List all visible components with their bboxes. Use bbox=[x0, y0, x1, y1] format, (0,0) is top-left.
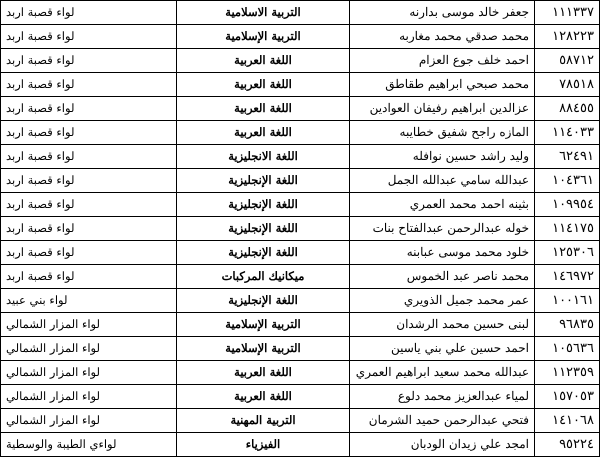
id-cell: ١٥٧٠٥٣ bbox=[535, 385, 600, 409]
name-cell: لبنى حسين محمد الرشدان bbox=[350, 313, 535, 337]
region-cell: لواء قصبة اربد bbox=[1, 169, 177, 193]
table-row bbox=[1, 409, 600, 433]
region-cell: لواء المزار الشمالي bbox=[1, 385, 177, 409]
name-cell: وليد راشد حسين نوافله bbox=[350, 145, 535, 169]
name-cell: خلود محمد موسى عبابنه bbox=[350, 241, 535, 265]
subject-cell: التربية الإسلامية bbox=[177, 313, 350, 337]
id-cell: ٨٨٤٥٥ bbox=[535, 97, 600, 121]
table-row bbox=[1, 337, 600, 361]
table-row bbox=[1, 145, 600, 169]
name-cell: عزالدين ابراهيم رفيفان العوادين bbox=[350, 97, 535, 121]
table-row bbox=[1, 73, 600, 97]
region-cell: لواء قصبة اربد bbox=[1, 241, 177, 265]
region-cell: لواء المزار الشمالي bbox=[1, 337, 177, 361]
id-cell: ٥٨٧١٢ bbox=[535, 49, 600, 73]
subject-cell: اللغة الإنجليزية bbox=[177, 241, 350, 265]
subject-cell: اللغة العربية bbox=[177, 49, 350, 73]
subject-cell: اللغة العربية bbox=[177, 385, 350, 409]
table-row bbox=[1, 193, 600, 217]
name-cell: احمد حسين علي بني ياسين bbox=[350, 337, 535, 361]
table-row bbox=[1, 241, 600, 265]
id-cell: ١١٤١٧٥ bbox=[535, 217, 600, 241]
region-cell: لواء قصبة اربد bbox=[1, 121, 177, 145]
name-cell: لمياء عبدالعزيز محمد دلوع bbox=[350, 385, 535, 409]
subject-cell: التربية المهنية bbox=[177, 409, 350, 433]
name-cell: بثينه احمد محمد العمري bbox=[350, 193, 535, 217]
subject-cell: التربية الإسلامية bbox=[177, 25, 350, 49]
subject-cell: التربية الاسلامية bbox=[177, 1, 350, 25]
region-cell: لواء قصبة اربد bbox=[1, 145, 177, 169]
table-row bbox=[1, 433, 600, 457]
id-cell: ٩٦٨٣٥ bbox=[535, 313, 600, 337]
id-cell: ١٤١٠٦٨ bbox=[535, 409, 600, 433]
region-cell: لواء المزار الشمالي bbox=[1, 409, 177, 433]
name-cell: عبدالله سامي عبدالله الجمل bbox=[350, 169, 535, 193]
table-row bbox=[1, 265, 600, 289]
id-cell: ٦٢٤٩١ bbox=[535, 145, 600, 169]
subject-cell: اللغة الإنجليزية bbox=[177, 217, 350, 241]
region-cell: لواء قصبة اربد bbox=[1, 73, 177, 97]
table-row bbox=[1, 361, 600, 385]
name-cell: عمر محمد جميل الذويري bbox=[350, 289, 535, 313]
id-cell: ١٠٤٣٦١ bbox=[535, 169, 600, 193]
table-row bbox=[1, 97, 600, 121]
id-cell: ٩٥٢٢٤ bbox=[535, 433, 600, 457]
subject-cell: اللغة الانجليزية bbox=[177, 145, 350, 169]
id-cell: ١٠٩٩٥٤ bbox=[535, 193, 600, 217]
name-cell: خوله عبدالرحمن عبدالفتاح بنات bbox=[350, 217, 535, 241]
table-row bbox=[1, 1, 600, 25]
subject-cell: الفيزياء bbox=[177, 433, 350, 457]
id-cell: ١٠٥٦٣٦ bbox=[535, 337, 600, 361]
table-row bbox=[1, 385, 600, 409]
name-cell: محمد صدقي محمد مغاربه bbox=[350, 25, 535, 49]
region-cell: لواء المزار الشمالي bbox=[1, 313, 177, 337]
name-cell: محمد صبحي ابراهيم طقاطق bbox=[350, 73, 535, 97]
id-cell: ١١٤٠٣٣ bbox=[535, 121, 600, 145]
region-cell: لواء قصبة اربد bbox=[1, 25, 177, 49]
region-cell: لواء قصبة اربد bbox=[1, 217, 177, 241]
region-cell: لواء قصبة اربد bbox=[1, 1, 177, 25]
subject-cell: اللغة الإنجليزية bbox=[177, 289, 350, 313]
name-cell: محمد ناصر عبد الخموس bbox=[350, 265, 535, 289]
table-row bbox=[1, 289, 600, 313]
subject-cell: اللغة الإنجليزية bbox=[177, 169, 350, 193]
region-cell: لواء قصبة اربد bbox=[1, 97, 177, 121]
table-row bbox=[1, 121, 600, 145]
subject-cell: اللغة العربية bbox=[177, 121, 350, 145]
region-cell: لواء قصبة اربد bbox=[1, 49, 177, 73]
name-cell: جعفر خالد موسى بدارنه bbox=[350, 1, 535, 25]
id-cell: ١٢٥٣٠٦ bbox=[535, 241, 600, 265]
subject-cell: اللغة الإنجليزية bbox=[177, 193, 350, 217]
table-row bbox=[1, 217, 600, 241]
table-row bbox=[1, 25, 600, 49]
subject-cell: اللغة العربية bbox=[177, 73, 350, 97]
name-cell: فتحي عبدالرحمن حميد الشرمان bbox=[350, 409, 535, 433]
subject-cell: ميكانيك المركبات bbox=[177, 265, 350, 289]
results-table-body bbox=[1, 1, 600, 457]
id-cell: ١٤٦٩٧٢ bbox=[535, 265, 600, 289]
name-cell: المازه راجح شفيق خطايبه bbox=[350, 121, 535, 145]
table-row bbox=[1, 313, 600, 337]
name-cell: احمد خلف جوع العزام bbox=[350, 49, 535, 73]
table-row bbox=[1, 169, 600, 193]
subject-cell: اللغة العربية bbox=[177, 97, 350, 121]
region-cell: لواءي الطيبة والوسطية bbox=[1, 433, 177, 457]
table-row bbox=[1, 49, 600, 73]
subject-cell: اللغة العربية bbox=[177, 361, 350, 385]
id-cell: ١٠٠١٦١ bbox=[535, 289, 600, 313]
id-cell: ١١١٣٣٧ bbox=[535, 1, 600, 25]
region-cell: لواء قصبة اربد bbox=[1, 193, 177, 217]
region-cell: لواء المزار الشمالي bbox=[1, 361, 177, 385]
name-cell: عبدالله محمد سعيد ابراهيم العمري bbox=[350, 361, 535, 385]
subject-cell: التربية الإسلامية bbox=[177, 337, 350, 361]
id-cell: ١١٢٣٥٩ bbox=[535, 361, 600, 385]
region-cell: لواء بني عبيد bbox=[1, 289, 177, 313]
region-cell: لواء قصبة اربد bbox=[1, 265, 177, 289]
id-cell: ١٢٨٢٢٣ bbox=[535, 25, 600, 49]
name-cell: امجد علي زيدان الودبان bbox=[350, 433, 535, 457]
id-cell: ٧٨٥١٨ bbox=[535, 73, 600, 97]
